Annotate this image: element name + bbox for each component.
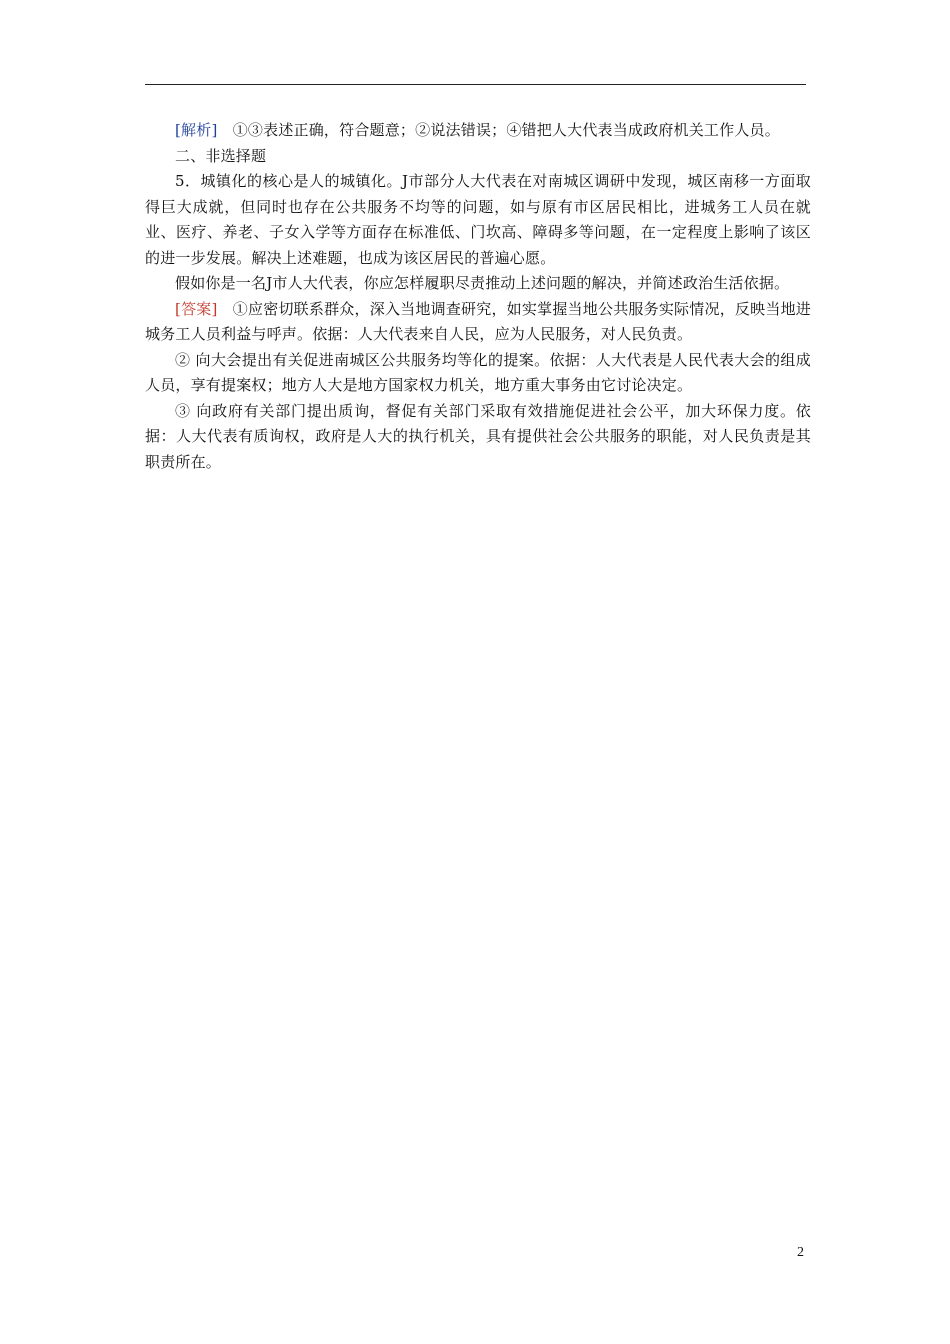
page-number: 2	[797, 1245, 804, 1260]
answer-point-3: ③ 向政府有关部门提出质询，督促有关部门采取有效措施促进社会公平，加大环保力度。依据：人大代表有质询权，政府是人大的执行机关，具有提供社会公共服务的职能，对人民负责是其职责所在。	[145, 401, 811, 471]
answer-point-2: ② 向大会提出有关促进南城区公共服务均等化的提案。依据：人大代表是人民代表大会的组成人员，享有提案权；地方人大是地方国家权力机关，地方重大事务由它讨论决定。	[145, 350, 811, 394]
question-paragraph-1: 5．城镇化的核心是人的城镇化。J市部分人大代表在对南城区调研中发现，城区南移一方面取得巨大成就，但同时也存在公共服务不均等的问题，如与原有市区居民相比，进城务工人员在就业、医疗、养老、子女入学等方面存在标准低、门坎高、障碍多等问题，在一定程度上影响了该区的进一步发展。解决上述难题，也成为该区居民的普遍心愿。	[145, 172, 811, 267]
analysis-paragraph	[145, 118, 811, 144]
section-heading: 二、非选择题	[175, 146, 267, 165]
analysis-label: [解析]	[175, 121, 218, 139]
question-paragraph-2: 假如你是一名J市人大代表，你应怎样履职尽责推动上述问题的解决，并简述政治生活依据。	[175, 274, 790, 292]
answer-label: [答案]	[175, 299, 218, 318]
answer-paragraph-1	[145, 297, 811, 348]
header-rule	[145, 84, 806, 85]
document-body	[145, 118, 811, 475]
answer-point-1: ①应密切联系群众，深入当地调查研究，如实掌握当地公共服务实际情况，反映当地进城务工人员利益与呼声。依据：人大代表来自人民，应为人民服务，对人民负责。	[145, 299, 811, 343]
analysis-text: ①③表述正确，符合题意；②说法错误；④错把人大代表当成政府机关工作人员。	[217, 121, 780, 139]
